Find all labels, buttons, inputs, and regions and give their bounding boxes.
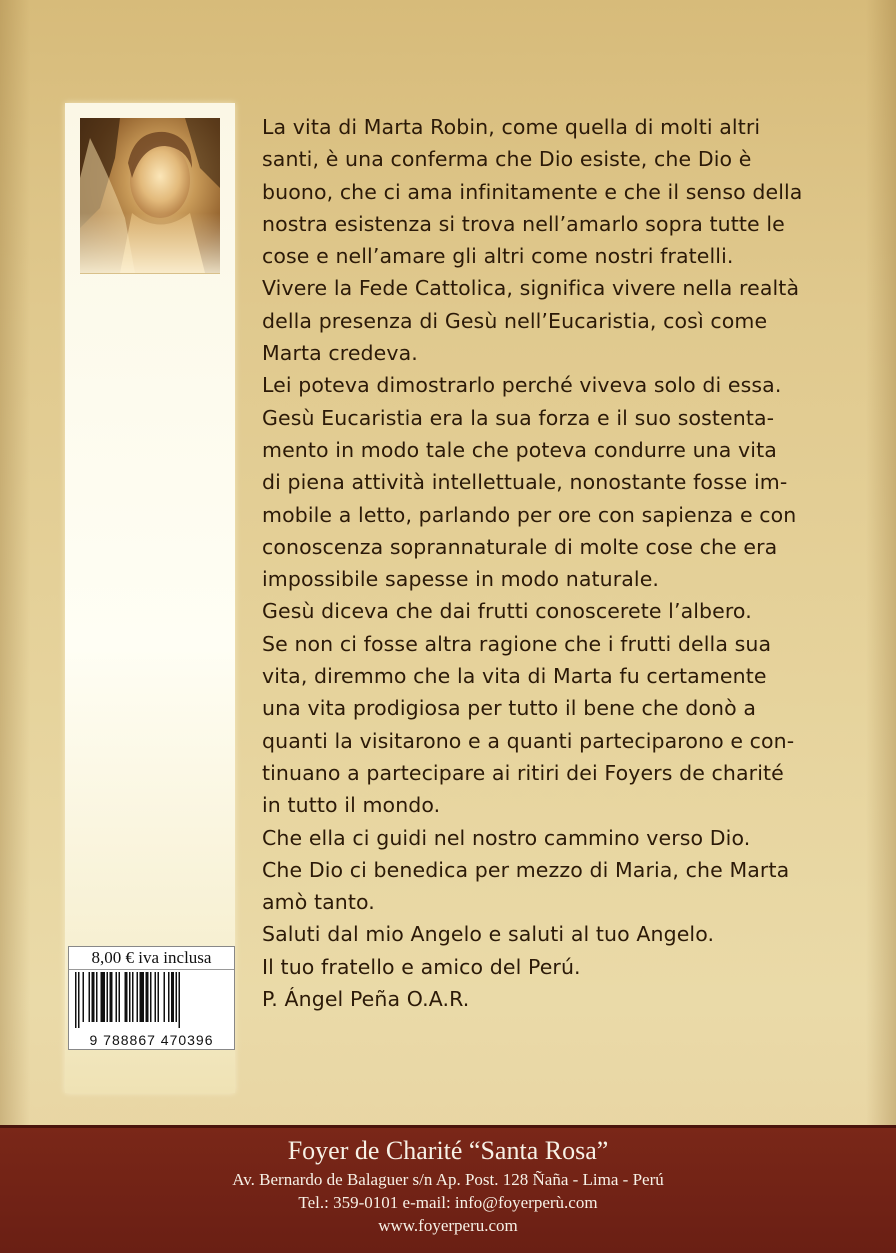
cover-shading-left — [0, 0, 30, 1125]
text-line: quanti la visitarono e a quanti parteciparono e con- — [262, 728, 795, 753]
text-line: Saluti dal mio Angelo e saluti al tuo Angelo. — [262, 922, 715, 947]
text-line: Lei poteva dimostrarlo perché viveva solo di essa. — [262, 373, 782, 398]
text-line: della presenza di Gesù nell’Eucaristia, così come — [262, 308, 768, 333]
text-line: tinuano a partecipare ai ritiri dei Foyers de charité — [262, 760, 784, 785]
publisher-footer — [0, 1125, 896, 1253]
text-line: Gesù diceva che dai frutti conoscerete l’albero. — [262, 599, 752, 624]
text-line: mento in modo tale che poteva condurre una vita — [262, 437, 777, 462]
text-line: in tutto il mondo. — [262, 793, 441, 818]
text-line: vita, diremmo che la vita di Marta fu certamente — [262, 664, 767, 689]
publisher-address: Av. Bernardo de Balaguer s/n Ap. Post. 128 Ñaña - Lima - Perú — [232, 1170, 664, 1189]
text-line: Che ella ci guidi nel nostro cammino verso Dio. — [262, 825, 751, 850]
barcode-icon — [75, 972, 230, 1028]
text-line: buono, che ci ama infinitamente e che il senso della — [262, 179, 803, 204]
text-line: Se non ci fosse altra ragione che i frutti della sua — [262, 631, 772, 656]
text-line: impossibile sapesse in modo naturale. — [262, 567, 660, 592]
text-line: nostra esistenza si trova nell’amarlo sopra tutte le — [262, 211, 785, 236]
text-line: cose e nell’amare gli altri come nostri fratelli. — [262, 244, 734, 269]
publisher-website: www.foyerperu.com — [378, 1216, 518, 1235]
publisher-name: Foyer de Charité “Santa Rosa” — [287, 1136, 609, 1165]
signature-line: P. Ángel Peña O.A.R. — [262, 987, 470, 1012]
text-line: amò tanto. — [262, 890, 375, 915]
text-line: di piena attività intellettuale, nonostante fosse im- — [262, 470, 788, 495]
cover-shading-right — [866, 0, 896, 1125]
price-label: 8,00 € iva inclusa — [69, 947, 234, 970]
text-line: Il tuo fratello e amico del Perú. — [262, 954, 581, 979]
back-cover-text — [262, 111, 862, 1015]
barcode-label — [68, 946, 235, 1050]
marta-robin-photo — [80, 118, 220, 274]
text-line: La vita di Marta Robin, come quella di molti altri — [262, 115, 761, 139]
text-line: Vivere la Fede Cattolica, significa vivere nella realtà — [262, 276, 800, 301]
text-line: Gesù Eucaristia era la sua forza e il suo sostenta- — [262, 405, 775, 430]
text-line: Marta credeva. — [262, 341, 418, 366]
text-line: santi, è una conferma che Dio esiste, che Dio è — [262, 147, 752, 172]
publisher-contact: Tel.: 359-0101 e-mail: info@foyerperù.com — [298, 1193, 598, 1212]
text-line: Che Dio ci benedica per mezzo di Maria, che Marta — [262, 857, 790, 882]
text-line: conoscenza soprannaturale di molte cose che era — [262, 534, 778, 559]
text-line: mobile a letto, parlando per ore con sapienza e con — [262, 502, 797, 527]
portrait-image — [80, 118, 220, 273]
text-line: una vita prodigiosa per tutto il bene che donò a — [262, 696, 757, 721]
isbn-number: 9 788867 470396 — [89, 1032, 214, 1048]
